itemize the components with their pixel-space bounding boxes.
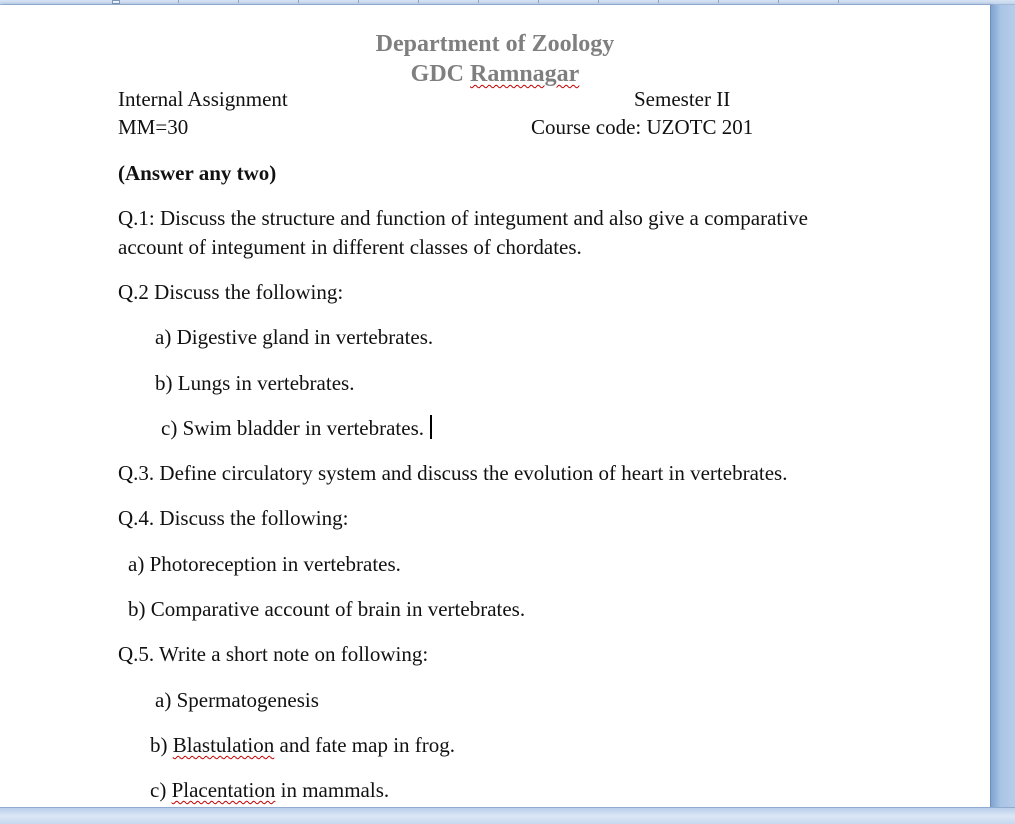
question-5-item-c xyxy=(150,777,389,803)
ruler-tick xyxy=(718,0,719,3)
document-title: Department of Zoology xyxy=(375,31,615,57)
question-2-heading: Q.2 Discuss the following: xyxy=(118,280,344,304)
ruler-tick xyxy=(598,0,599,3)
question-5-heading: Q.5. Write a short note on following: xyxy=(118,642,429,666)
course-code: Course code: UZOTC 201 xyxy=(531,115,754,139)
question-4-item-a: a) Photoreception in vertebrates. xyxy=(128,552,401,576)
question-5-item-b-rest: and fate map in frog. xyxy=(274,733,456,757)
question-2-item-c xyxy=(161,415,432,441)
indent-marker[interactable] xyxy=(112,0,120,4)
subtitle-text-gdc: GDC xyxy=(410,61,470,87)
ruler-tick xyxy=(358,0,359,3)
ruler-tick xyxy=(178,0,179,3)
document-subtitle xyxy=(0,60,990,88)
assignment-type: Internal Assignment xyxy=(118,87,288,111)
question-3: Q.3. Define circulatory system and discuss the evolution of heart in vertebrates. xyxy=(118,461,788,485)
question-2-item-c-text: c) Swim bladder in vertebrates. xyxy=(161,416,424,440)
question-2-item-a: a) Digestive gland in vertebrates. xyxy=(155,325,434,349)
question-5-item-c-rest: in mammals. xyxy=(275,778,390,802)
window-background-right xyxy=(991,5,1015,807)
question-5-item-b-prefix: b) xyxy=(150,733,173,757)
question-4-heading: Q.4. Discuss the following: xyxy=(118,506,349,530)
text-cursor xyxy=(430,415,432,439)
horizontal-scroll-area[interactable] xyxy=(0,807,1015,824)
instruction: (Answer any two) xyxy=(118,161,277,185)
question-5-item-c-prefix: c) xyxy=(150,778,172,802)
ruler-tick xyxy=(658,0,659,3)
ruler-tick xyxy=(418,0,419,3)
question-5-item-c-word: Placentation xyxy=(171,778,276,802)
max-marks: MM=30 xyxy=(118,115,189,139)
ruler-tick xyxy=(778,0,779,3)
question-5-item-b xyxy=(150,732,455,758)
question-2-item-b: b) Lungs in vertebrates. xyxy=(155,371,355,395)
ruler-tick xyxy=(238,0,239,3)
ruler-tick xyxy=(478,0,479,3)
document-page[interactable] xyxy=(0,5,991,807)
question-1-line-2: account of integument in different classes of chordates. xyxy=(118,235,582,259)
ruler-tick xyxy=(298,0,299,3)
ruler-tick xyxy=(538,0,539,3)
question-1-line-1: Q.1: Discuss the structure and function of integument and also give a comparative xyxy=(118,206,808,230)
question-5-item-b-word: Blastulation xyxy=(172,733,275,757)
ruler-tick xyxy=(838,0,839,3)
subtitle-text-ramnagar: Ramnagar xyxy=(470,61,580,87)
semester: Semester II xyxy=(634,87,731,111)
question-4-item-b: b) Comparative account of brain in vertebrates. xyxy=(128,597,526,621)
question-5-item-a: a) Spermatogenesis xyxy=(155,688,319,712)
